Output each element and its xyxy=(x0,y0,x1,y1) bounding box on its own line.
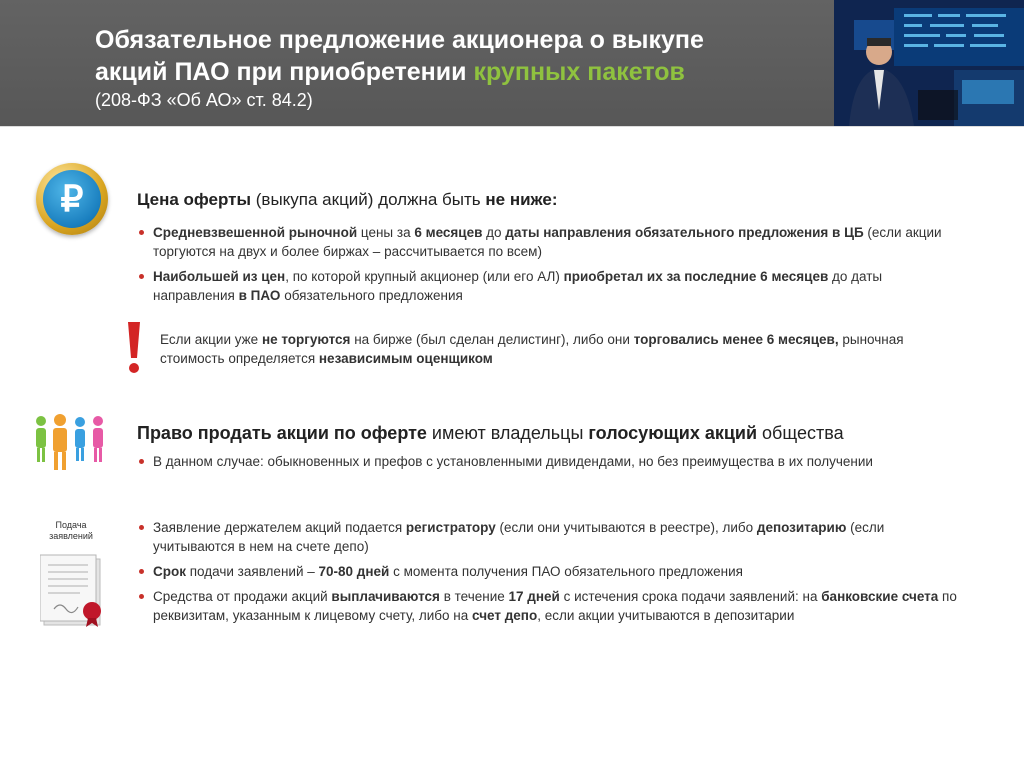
rights-heading-text-1: имеют владельцы xyxy=(426,423,589,443)
price-bullet-1 xyxy=(137,223,957,261)
rights-heading xyxy=(137,423,844,444)
rights-heading-bold-1: Право продать акции по оферте xyxy=(137,423,427,443)
price-bullet-1-text-2: до xyxy=(482,225,506,240)
app-bullet-2-text-1: подачи заявлений – xyxy=(186,564,319,579)
ruble-sign: ₽ xyxy=(43,170,101,228)
note-text-2: на бирже (был сделан делистинг), либо они xyxy=(350,332,634,347)
application-bullet-2 xyxy=(137,562,967,581)
app-bullet-3-text-3: с истечения срока подачи заявлений: на xyxy=(559,589,822,604)
note-bold-2: торговались менее 6 месяцев, xyxy=(633,332,839,347)
exclamation-icon xyxy=(124,320,144,376)
trading-floor-photo xyxy=(834,0,1024,126)
price-bullet-2-text-3: обязательного предложения xyxy=(280,288,463,303)
price-bullet-1-bold-1: Средневзвешенной рыночной xyxy=(153,225,358,240)
price-heading xyxy=(137,190,557,210)
price-bullet-1-bold-2: 6 месяцев xyxy=(414,225,483,240)
application-bullet-3 xyxy=(137,587,967,625)
price-bullet-2-bold-3: в ПАО xyxy=(238,288,281,303)
app-bullet-3-text-5: , если акции учитываются в депозитарии xyxy=(537,608,795,623)
document-seal-icon xyxy=(40,553,108,628)
app-bullet-3-text-2: в течение xyxy=(439,589,509,604)
price-bullet-2-text-1: , по которой крупный акционер (или его АЛ) xyxy=(285,269,564,284)
rights-bullets xyxy=(137,452,967,477)
title-line-2-text: акций ПАО при приобретении xyxy=(95,58,467,86)
app-bullet-2-bold-2: 70-80 дней xyxy=(318,564,390,579)
app-bullet-3-bold-3: банковские счета xyxy=(821,589,939,604)
header-divider xyxy=(0,126,1024,127)
app-bullet-1-bold-2: депозитарию xyxy=(756,520,847,535)
people-icon xyxy=(32,413,110,473)
price-bullet-1-text-3: (если акции торгуются на двух и более биржах – рассчитывается по всем) xyxy=(153,225,942,259)
note-bold-1: не торгуются xyxy=(261,332,351,347)
price-bullet-1-bold-3: даты направления обязательного предложения в ЦБ xyxy=(505,225,864,240)
app-bullet-2-bold-1: Срок xyxy=(153,564,186,579)
title-line-2 xyxy=(95,56,815,88)
price-bullet-2-text-2: до даты направления xyxy=(153,269,883,303)
app-bullet-1-text-2: (если они учитываются в реестре), либо xyxy=(495,520,757,535)
price-bullet-2 xyxy=(137,267,957,305)
app-bullet-3-bold-2: 17 дней xyxy=(508,589,560,604)
application-bullet-1 xyxy=(137,518,967,556)
slide-title xyxy=(95,24,815,88)
price-heading-bold-2: не ниже: xyxy=(485,190,558,209)
note-text-3: рыночная стоимость определяется xyxy=(160,332,904,366)
rights-heading-bold-2: голосующих акций xyxy=(588,423,758,443)
title-accent-text: крупных пакетов xyxy=(473,58,685,86)
app-bullet-1-bold-1: регистратору xyxy=(405,520,496,535)
app-bullet-2-text-2: с момента получения ПАО обязательного предложения xyxy=(389,564,743,579)
app-bullet-3-bold-1: выплачиваются xyxy=(331,589,440,604)
title-line-1: Обязательное предложение акционера о выкупе xyxy=(95,26,704,54)
app-bullet-3-text-1: Средства от продажи акций xyxy=(153,589,332,604)
app-bullet-3-text-4: по реквизитам, указанным к лицевому счету, либо на xyxy=(153,589,957,623)
app-bullet-1-text-1: Заявление держателем акций подается xyxy=(153,520,406,535)
delisting-note xyxy=(160,330,960,368)
price-bullets xyxy=(137,223,957,311)
rights-bullet-1: В данном случае: обыкновенных и префов с установленными дивидендами, но без преимущества в их получении xyxy=(137,452,967,471)
ruble-coin-icon xyxy=(36,163,108,235)
app-bullet-3-bold-4: счет депо xyxy=(472,608,538,623)
app-bullet-1-text-3: (если учитываются в нем на счете депо) xyxy=(153,520,885,554)
trading-floor-image xyxy=(834,0,1024,126)
price-bullet-1-text-1: цены за xyxy=(357,225,415,240)
note-text-1: Если акции уже xyxy=(160,332,262,347)
title-bar xyxy=(0,0,834,126)
price-heading-text: (выкупа акций) должна быть xyxy=(251,190,486,209)
applications-icon-label: Подача заявлений xyxy=(49,520,93,541)
price-bullet-2-bold-1: Наибольшей из цен xyxy=(153,269,286,284)
application-bullets xyxy=(137,518,967,631)
note-bold-3: независимым оценщиком xyxy=(318,351,493,366)
price-bullet-2-bold-2: приобретал их за последние 6 месяцев xyxy=(563,269,829,284)
slide-subtitle: (208-ФЗ «Об АО» ст. 84.2) xyxy=(95,90,313,110)
rights-heading-text-2: общества xyxy=(757,423,844,443)
price-heading-bold-1: Цена оферты xyxy=(137,190,252,209)
